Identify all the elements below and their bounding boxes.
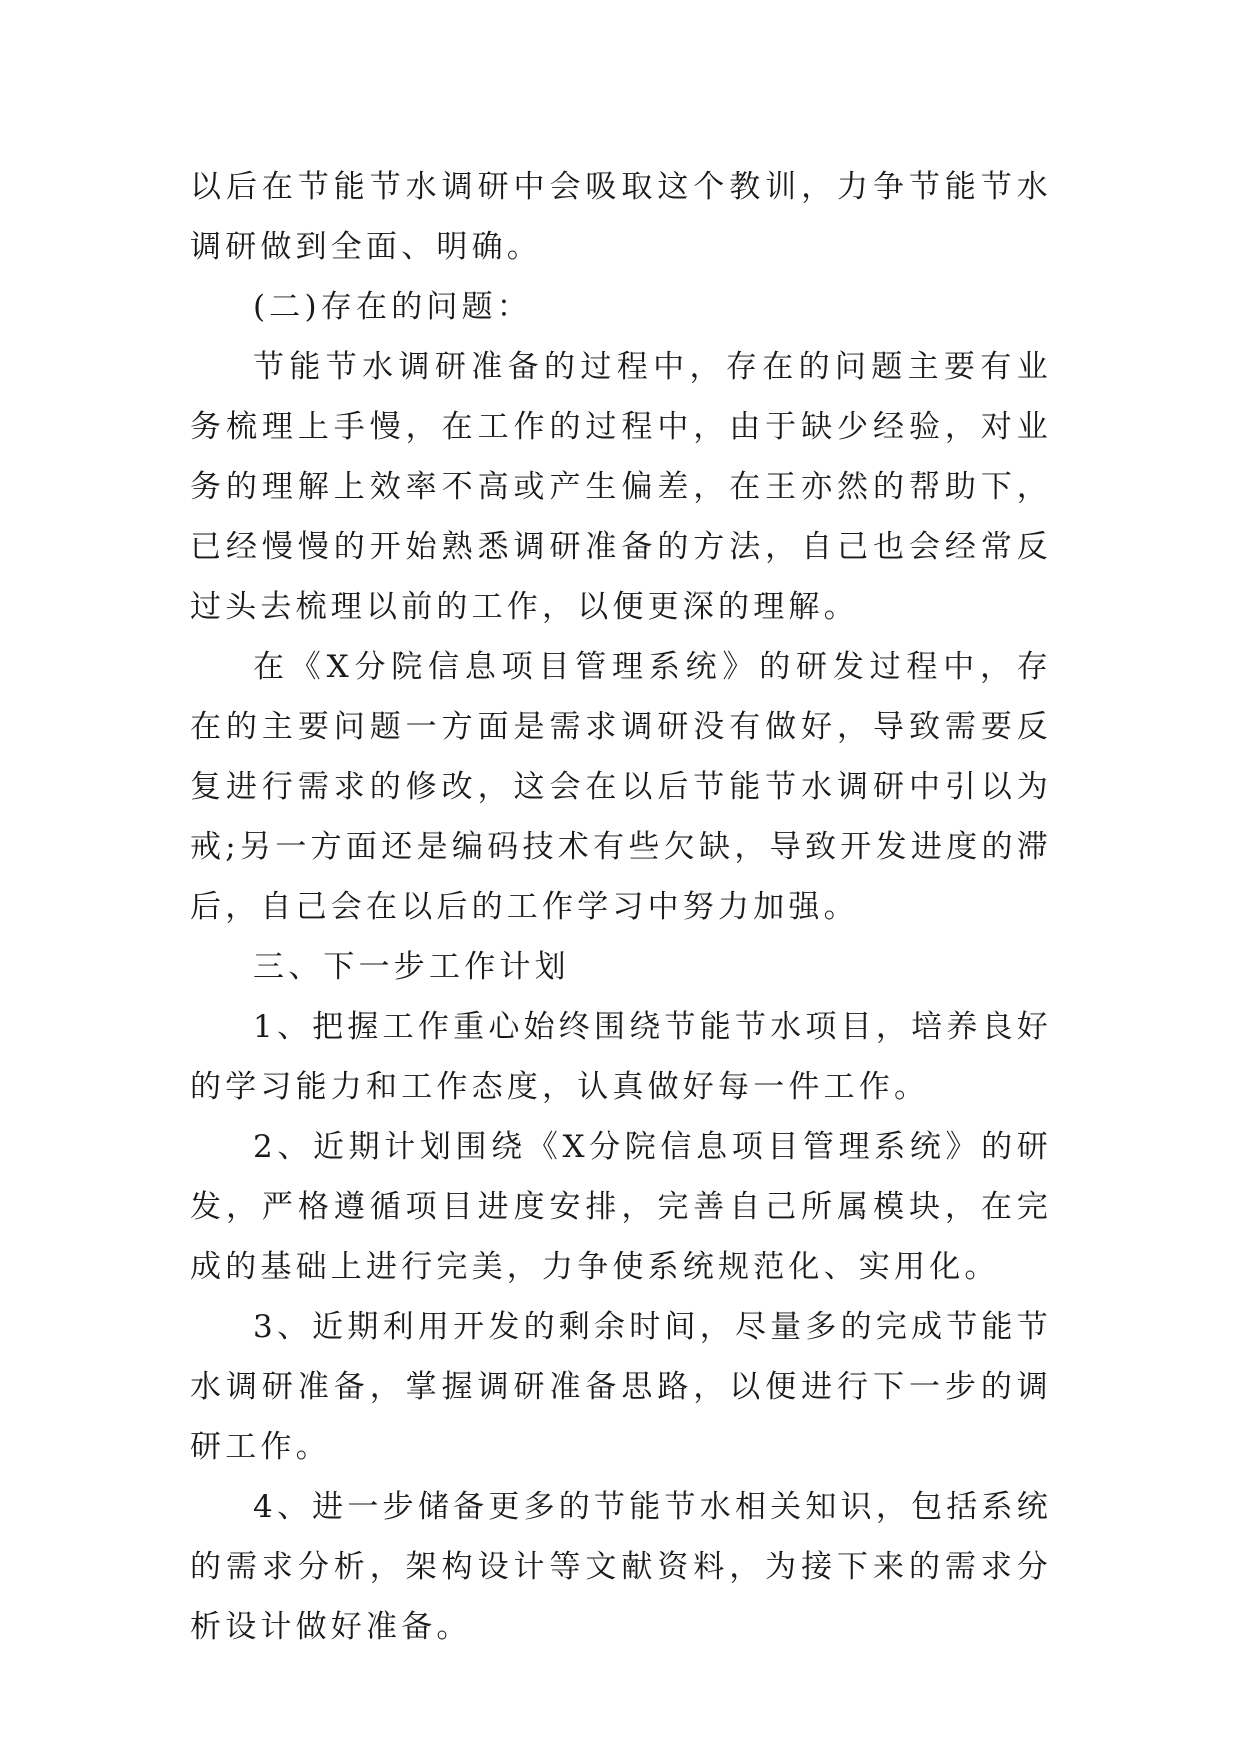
plan-item-2: 2、近期计划围绕《X分院信息项目管理系统》的研发，严格遵循项目进度安排，完善自己所属模块，在完成的基础上进行完美，力争使系统规范化、实用化。 [190, 1129, 1052, 1285]
paragraph-continuation: 以后在节能节水调研中会吸取这个教训，力争节能节水调研做到全面、明确。 [190, 169, 1052, 265]
section-heading-next-steps: 三、下一步工作计划 [253, 949, 570, 985]
plan-item-4: 4、进一步储备更多的节能节水相关知识，包括系统的需求分析，架构设计等文献资料，为接下来的需求分析设计做好准备。 [190, 1489, 1052, 1645]
plan-item-3: 3、近期利用开发的剩余时间，尽量多的完成节能节水调研准备，掌握调研准备思路，以便进行下一步的调研工作。 [190, 1309, 1052, 1465]
subheading-existing-problems: (二)存在的问题： [253, 289, 532, 325]
paragraph-research-problems: 节能节水调研准备的过程中，存在的问题主要有业务梳理上手慢，在工作的过程中，由于缺少经验，对业务的理解上效率不高或产生偏差，在王亦然的帮助下，已经慢慢的开始熟悉调研准备的方法，自己也会经常反过头去梳理以前的工作，以便更深的理解。 [190, 349, 1052, 625]
plan-item-1: 1、把握工作重心始终围绕节能节水项目，培养良好的学习能力和工作态度，认真做好每一件工作。 [190, 1009, 1052, 1105]
document-body [190, 157, 1052, 1657]
paragraph-system-development-problems: 在《X分院信息项目管理系统》的研发过程中，存在的主要问题一方面是需求调研没有做好，导致需要反复进行需求的修改，这会在以后节能节水调研中引以为戒;另一方面还是编码技术有些欠缺，导致开发进度的滞后，自己会在以后的工作学习中努力加强。 [190, 649, 1052, 925]
